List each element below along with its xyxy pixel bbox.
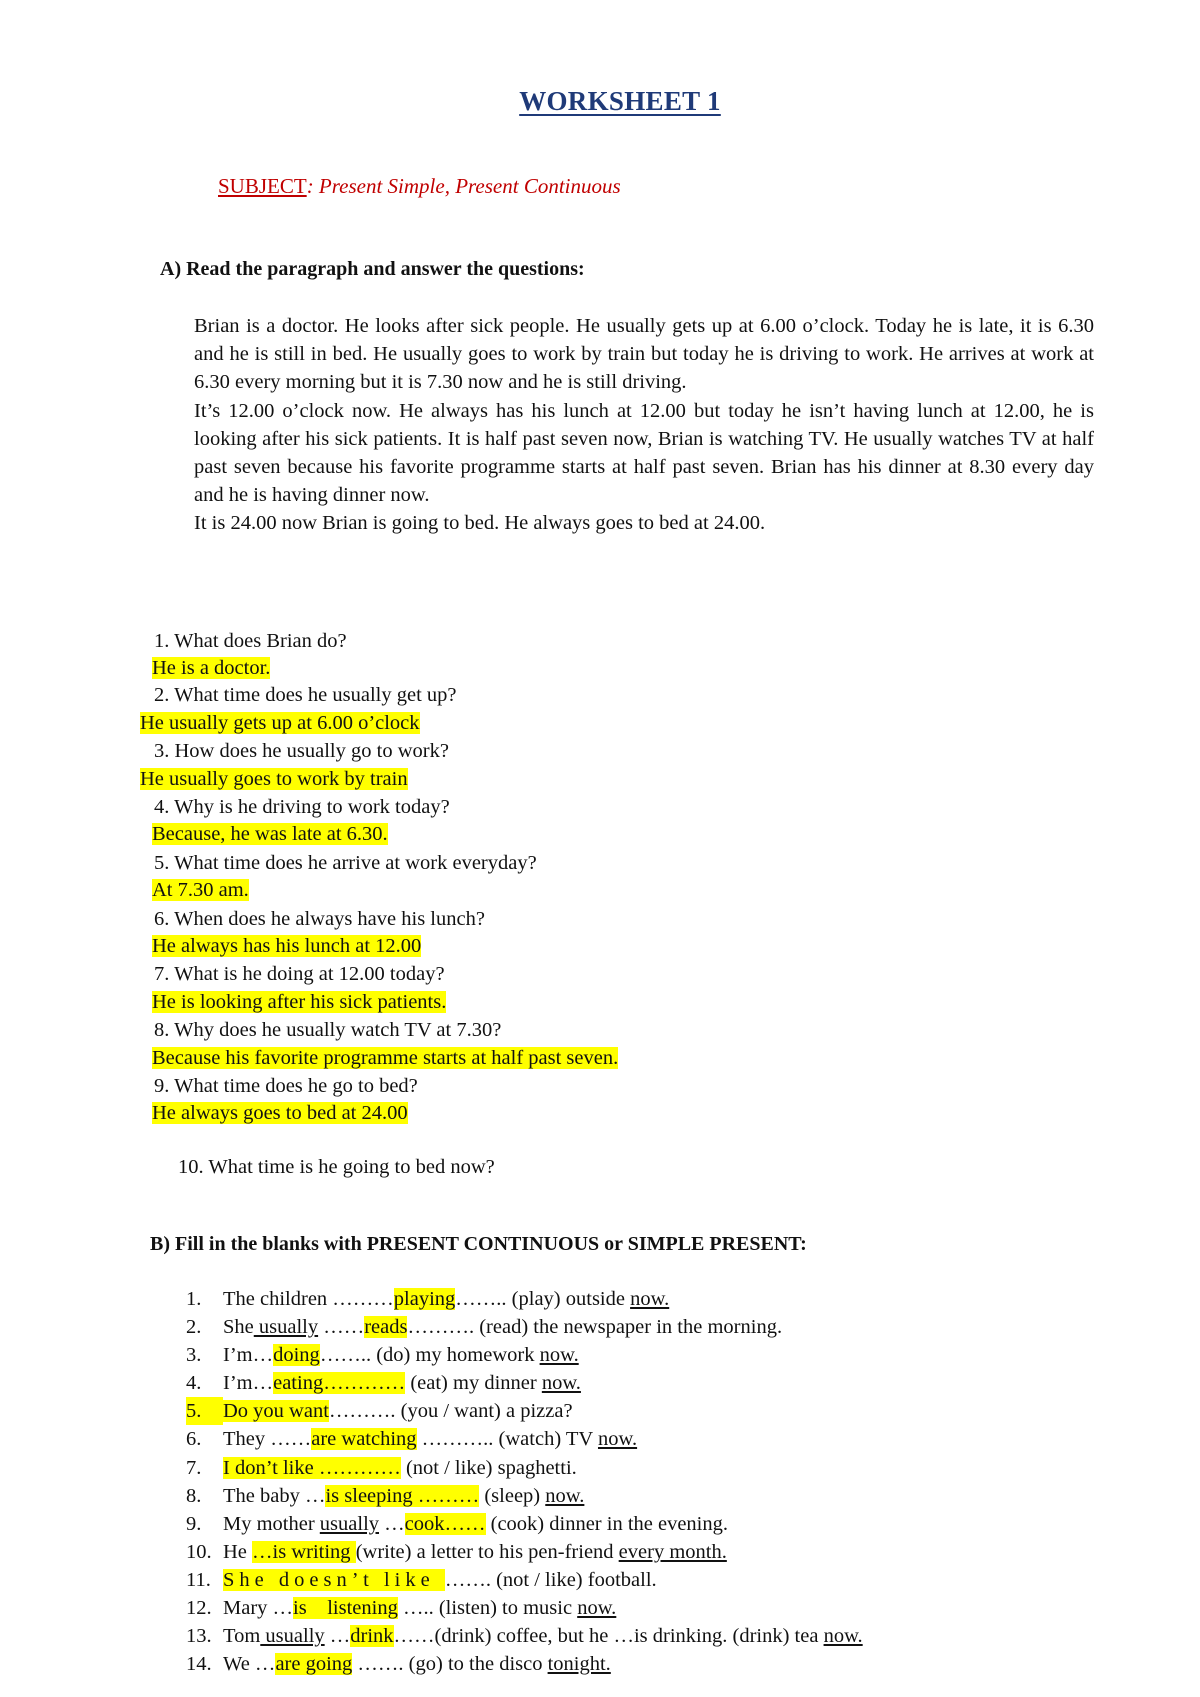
paragraph-2: It’s 12.00 o’clock now. He always has his lunch at 12.00 but today he isn’t having lunch at 12.00, he is looking after his sick patients. It is half past seven now, Brian is watching TV. He usually watches TV at half past seven because his favorite programme starts at half past seven. Brian has his dinner at 8.30 every day and he is having dinner now. [194,399,1094,507]
item-time-word: now. [597,1428,638,1451]
answer-4 [152,822,388,847]
fill-item-6 [186,1425,863,1453]
question-5: 5. What time does he arrive at work everyday? [154,852,537,874]
item-number: 11. [186,1568,211,1591]
answer-6-text: He always has his lunch at 12.00 [152,935,422,957]
item-answer: are going [275,1653,353,1676]
fill-item-3 [186,1341,863,1369]
item-text: (eat) my dinner [405,1372,542,1395]
item-text: I’m… [223,1372,274,1395]
paragraph-1: Brian is a doctor. He looks after sick people. He usually gets up at 6.00 o’clock. Today he is late, it is 6.30 and he is still in bed. He usually goes to work by train but today he is driving to work. He arrives at work at 6.30 every morning but it is 7.30 now and he is still driving. [194,315,1094,394]
answer-6 [152,934,421,959]
item-time-word: usually [253,1316,319,1339]
fill-item-14 [186,1650,863,1678]
question-6: 6. When does he always have his lunch? [154,908,485,930]
answer-1 [152,656,270,681]
item-time-word: now. [577,1597,617,1620]
item-text: The baby … [223,1484,326,1507]
subject-label: SUBJECT [218,174,307,198]
fill-item-5 [186,1397,863,1425]
item-text: She [223,1316,254,1339]
answer-7 [152,990,446,1015]
worksheet-title: WORKSHEET 1 [519,86,721,116]
subject-line [218,174,621,199]
item-text: (write) a letter to his pen-friend [355,1540,619,1563]
fill-item-9 [186,1510,863,1538]
item-time-word: now. [545,1484,585,1507]
answer-1-text: He is a doctor. [152,657,271,679]
question-2: 2. What time does he usually get up? [154,684,457,706]
item-text: I’m… [223,1344,274,1367]
question-8: 8. Why does he usually watch TV at 7.30? [154,1019,502,1041]
item-text: (sleep) [479,1484,546,1507]
item-time-word: now. [541,1372,581,1395]
item-text: …….. (play) outside [455,1288,631,1310]
item-answer: Do you want [223,1400,329,1423]
item-text: ….. (listen) to music [397,1597,578,1620]
answer-5 [152,878,249,903]
item-time-word: now. [630,1288,670,1310]
question-9: 9. What time does he go to bed? [154,1075,418,1097]
item-answer: reads [364,1316,408,1339]
answer-8 [152,1046,618,1071]
item-answer: playing [393,1288,456,1310]
item-text: … [324,1625,351,1648]
item-number: 14. [186,1653,212,1676]
question-4: 4. Why is he driving to work today? [154,796,450,818]
item-number: 13. [186,1625,212,1648]
answer-3-text: He usually goes to work by train [140,768,408,790]
answer-8-text: Because his favorite programme starts at half past seven. [152,1047,619,1069]
item-text: ……. (go) to the disco [352,1653,548,1676]
item-answer: drink [350,1625,394,1648]
item-time-word: usually [260,1625,325,1648]
fill-item-13 [186,1622,863,1650]
question-3: 3. How does he usually go to work? [154,740,449,762]
item-time-word: now. [823,1625,863,1648]
answer-5-text: At 7.30 am. [152,879,249,901]
fill-item-12 [186,1594,863,1622]
item-number: 10. [186,1540,212,1563]
item-text: … [379,1512,405,1535]
item-time-word: tonight. [547,1653,611,1676]
fill-item-4 [186,1369,863,1397]
item-answer: is listening [293,1597,398,1620]
answer-3 [140,767,408,792]
item-text: …….. (do) my homework [319,1344,540,1367]
reading-paragraph [194,312,1094,538]
item-number: 2. [186,1316,202,1339]
fill-item-10 [186,1538,863,1566]
paragraph-3: It is 24.00 now Brian is going to bed. He always goes to bed at 24.00. [194,512,766,535]
item-text: (cook) dinner in the evening. [485,1512,729,1535]
item-answer: I don’t like ………… [223,1456,401,1479]
fill-in-list [186,1285,863,1678]
question-7: 7. What is he doing at 12.00 today? [154,963,445,985]
item-answer: cook…… [404,1512,486,1535]
item-number: 9. [186,1512,202,1535]
item-number: 3. [186,1344,202,1367]
fill-item-1 [186,1285,863,1313]
fill-item-8 [186,1482,863,1510]
item-answer: …is writing [252,1540,356,1563]
fill-item-7 [186,1454,863,1482]
item-time-word: every month. [618,1540,727,1563]
item-text: ………. (you / want) a pizza? [328,1400,573,1423]
item-number: 12. [186,1597,212,1620]
item-number: 4. [186,1372,202,1395]
item-answer: doing [273,1344,320,1367]
answer-2 [140,711,420,736]
section-b-heading: B) Fill in the blanks with PRESENT CONTINUOUS or SIMPLE PRESENT: [150,1233,807,1255]
item-text: My mother [223,1512,320,1535]
item-text: He [223,1540,253,1563]
fill-item-11 [186,1566,863,1594]
item-number: 6. [186,1428,202,1451]
item-number: 8. [186,1484,202,1507]
item-text: ……(drink) coffee, but he …is drinking. (drink) tea [393,1625,824,1648]
item-text: (not / like) spaghetti. [400,1456,577,1479]
item-number: 5. [186,1397,223,1425]
answer-7-text: He is looking after his sick patients. [152,991,447,1013]
item-answer: She doesn’t like [223,1568,445,1591]
fill-item-2 [186,1313,863,1341]
answer-4-text: Because, he was late at 6.30. [152,823,388,845]
item-number: 1. [186,1288,202,1310]
item-text: ……….. (watch) TV [416,1428,598,1451]
item-number: 7. [186,1456,202,1479]
item-answer: eating………… [273,1372,406,1395]
item-text: We … [223,1653,276,1676]
answer-9-text: He always goes to bed at 24.00 [152,1102,408,1124]
item-text: Tom [223,1625,261,1648]
item-time-word: usually [319,1512,380,1535]
item-text: ………. (read) the newspaper in the morning. [407,1316,783,1339]
item-text: ……. (not / like) football. [444,1568,657,1591]
section-a-heading: A) Read the paragraph and answer the questions: [160,258,585,280]
answer-9 [152,1101,408,1126]
item-answer: is sleeping ……… [325,1484,480,1507]
item-text: …… [318,1316,365,1339]
question-1: 1. What does Brian do? [154,630,347,652]
item-text: The children ……… [223,1288,394,1310]
subject-text: : Present Simple, Present Continuous [306,174,621,198]
item-text: They …… [223,1428,312,1451]
item-text: Mary … [223,1597,294,1620]
item-answer: are watching [311,1428,417,1451]
question-10: 10. What time is he going to bed now? [178,1156,495,1178]
answer-2-text: He usually gets up at 6.00 o’clock [140,712,420,734]
item-time-word: now. [539,1344,579,1367]
